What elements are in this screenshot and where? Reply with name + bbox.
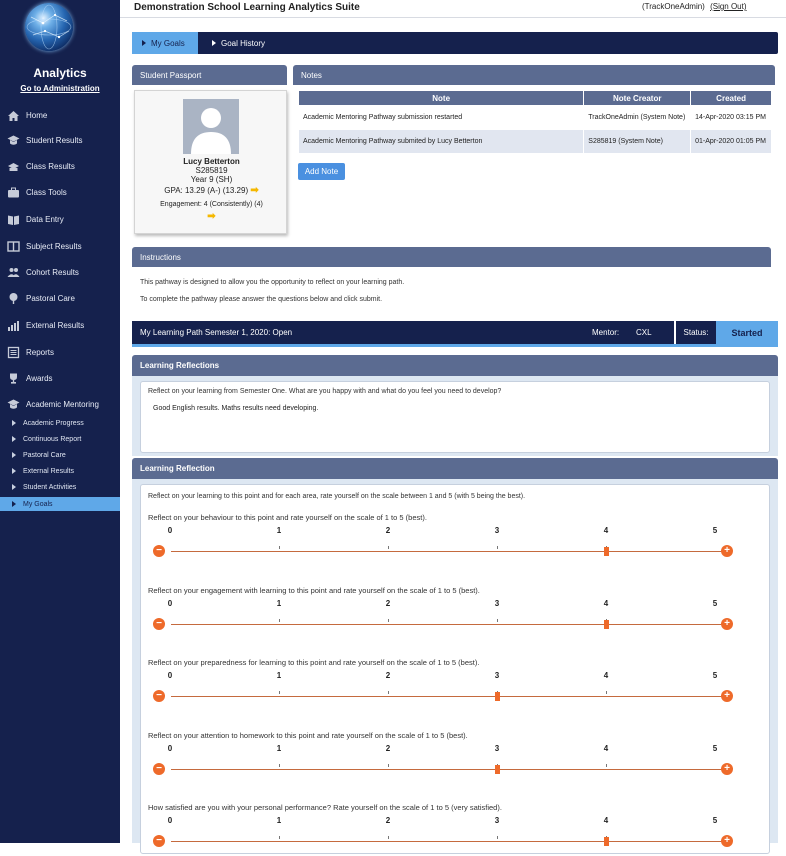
sidebar-item-pastoral-care[interactable]	[0, 287, 120, 309]
scale-label: 2	[385, 816, 391, 825]
learning-reflections-section	[132, 376, 778, 456]
minus-icon[interactable]: −	[153, 618, 165, 630]
scale-labels	[153, 599, 763, 609]
student-year: Year 9 (SH)	[190, 175, 233, 184]
scale-tick	[388, 764, 389, 767]
sidebar-subitem-academic-progress[interactable]	[0, 416, 120, 430]
status-box	[676, 321, 778, 344]
sidebar-item-label: External Results	[26, 320, 85, 330]
caret-right-icon	[12, 468, 16, 474]
scale-label: 4	[603, 816, 609, 825]
home-icon	[7, 109, 20, 122]
class-icon	[7, 160, 20, 173]
engagement-value: Engagement: 4 (Consistently) (4)	[160, 201, 263, 208]
student-name: Lucy Betterton	[183, 157, 240, 166]
column-header-note-creator: Note Creator	[584, 91, 691, 106]
slider-track[interactable]	[171, 841, 727, 842]
sidebar-item-label: Academic Mentoring	[26, 399, 99, 409]
users-icon	[7, 266, 20, 279]
scale-label: 0	[167, 671, 173, 680]
caret-right-icon	[12, 484, 16, 490]
sidebar-item-subject-results[interactable]	[0, 235, 120, 257]
scale-label: 1	[276, 816, 282, 825]
sidebar-item-data-entry[interactable]	[0, 208, 120, 230]
tab-bar	[132, 32, 778, 54]
scale-label: 5	[712, 598, 718, 608]
slider-track[interactable]	[171, 624, 727, 625]
scale-labels	[153, 526, 763, 536]
briefcase-icon	[7, 186, 20, 199]
scale-tick	[497, 546, 498, 549]
globe-logo-icon	[25, 3, 73, 51]
rating-question: Reflect on your engagement with learning to this point and rate yourself on the scale of 1 to 5 (best).	[148, 585, 480, 595]
scale-tick	[388, 836, 389, 839]
sidebar	[0, 0, 120, 843]
sidebar-item-cohort-results[interactable]	[0, 261, 120, 283]
engagement-arrow	[135, 212, 288, 221]
scale-label: 1	[276, 598, 282, 608]
top-bar	[120, 0, 786, 18]
learning-path-bar	[132, 321, 674, 344]
sidebar-item-label: Pastoral Care	[26, 293, 75, 303]
scale-label: 4	[603, 671, 609, 680]
scale-label: 2	[385, 598, 391, 608]
tab-label: Goal History	[221, 38, 266, 48]
tab-goal-history[interactable]	[198, 32, 288, 54]
minus-icon[interactable]: −	[153, 763, 165, 775]
sidebar-item-student-results[interactable]	[0, 129, 120, 151]
current-user: (TrackOneAdmin)	[642, 2, 705, 11]
slider-handle[interactable]	[495, 692, 500, 701]
rating-slider[interactable]	[153, 526, 763, 566]
sidebar-item-class-tools[interactable]	[0, 181, 120, 203]
rating-intro: Reflect on your learning to this point and for each area, rate yourself on the scale between 1 and 5 (with 5 being the best).	[148, 493, 526, 500]
slider-track[interactable]	[171, 696, 727, 697]
instructions-line-1: This pathway is designed to allow you the opportunity to reflect on your learning path.	[140, 279, 405, 286]
caret-right-icon	[12, 436, 16, 442]
scale-label: 1	[276, 743, 282, 753]
scale-label: 1	[276, 671, 282, 680]
sidebar-item-label: Data Entry	[26, 214, 64, 224]
panel-title: Notes	[301, 70, 322, 80]
book-icon	[7, 213, 20, 226]
scale-labels	[153, 671, 763, 681]
sidebar-subitem-external-results[interactable]	[0, 464, 120, 478]
rating-slider[interactable]	[153, 671, 763, 711]
sidebar-item-label: Student Results	[26, 135, 83, 145]
avatar	[183, 99, 239, 154]
scale-tick	[388, 691, 389, 694]
scale-tick	[279, 619, 280, 622]
sidebar-subitem-label: Continuous Report	[23, 435, 82, 443]
scale-label: 4	[603, 526, 609, 535]
scale-tick	[279, 546, 280, 549]
add-note-button[interactable]: Add Note	[298, 163, 345, 180]
scale-label: 4	[603, 598, 609, 608]
user-area	[642, 2, 747, 11]
plus-icon[interactable]: +	[721, 835, 733, 847]
scale-tick	[497, 619, 498, 622]
sidebar-subitem-pastoral-care[interactable]	[0, 448, 120, 462]
minus-icon[interactable]: −	[153, 690, 165, 702]
sidebar-item-label: Cohort Results	[26, 267, 79, 277]
scale-tick	[279, 764, 280, 767]
scale-label: 4	[603, 743, 609, 753]
sidebar-item-reports[interactable]	[0, 341, 120, 363]
scale-label: 3	[494, 743, 500, 753]
scale-tick	[606, 764, 607, 767]
column-header-created: Created	[691, 91, 772, 106]
student-id: S285819	[195, 166, 228, 175]
scale-label: 0	[167, 743, 173, 753]
rating-slider[interactable]	[153, 744, 763, 784]
mortarboard-icon	[7, 398, 20, 411]
rating-question: Reflect on your behaviour to this point and rate yourself on the scale of 1 to 5 (best).	[148, 513, 427, 522]
status-label: Status:	[676, 321, 716, 344]
sign-out-link[interactable]: (Sign Out)	[710, 2, 747, 11]
plus-icon[interactable]: +	[721, 763, 733, 775]
caret-right-icon	[12, 501, 16, 507]
scale-label: 3	[494, 598, 500, 608]
table-row	[299, 130, 772, 154]
sidebar-subitem-label: Academic Progress	[23, 419, 84, 427]
table-row	[299, 106, 772, 130]
panel-title: Student Passport	[140, 70, 202, 80]
caret-right-icon	[142, 40, 146, 46]
sidebar-item-label: Class Results	[26, 161, 75, 171]
sidebar-item-label: Reports	[26, 347, 55, 357]
sidebar-item-label: Awards	[26, 373, 53, 383]
student-passport-header	[132, 65, 287, 85]
scale-label: 2	[385, 671, 391, 680]
rating-question: Reflect on your preparedness for learning to this point and rate yourself on the scale of 1 to 5 (best).	[148, 658, 480, 667]
panel-title: Learning Reflections	[140, 361, 220, 370]
note-creator-cell: TrackOneAdmin (System Note)	[584, 106, 691, 130]
tab-my-goals[interactable]	[132, 32, 198, 54]
reflection-textarea[interactable]	[140, 381, 770, 453]
sidebar-subitem-student-activities[interactable]	[0, 480, 120, 494]
person-silhouette-icon	[183, 99, 239, 154]
created-cell: 01-Apr-2020 01:05 PM	[691, 130, 772, 154]
sidebar-subitem-label: Student Activities	[23, 483, 77, 491]
arrow-right-icon: ➡	[250, 185, 259, 196]
report-icon	[7, 346, 20, 359]
scale-tick	[388, 546, 389, 549]
slider-track[interactable]	[171, 769, 727, 770]
caret-right-icon	[212, 40, 216, 46]
note-cell: Academic Mentoring Pathway submited by Lucy Betterton	[299, 130, 584, 154]
scale-label: 2	[385, 526, 391, 535]
tab-label: My Goals	[151, 38, 185, 48]
scale-label: 1	[276, 526, 282, 535]
sidebar-subitem-continuous-report[interactable]	[0, 432, 120, 446]
scale-label: 0	[167, 526, 173, 535]
panel-title: Instructions	[140, 252, 181, 262]
scale-tick	[279, 836, 280, 839]
slider-handle[interactable]	[604, 547, 609, 556]
caret-right-icon	[12, 420, 16, 426]
plus-icon[interactable]: +	[721, 690, 733, 702]
reflection-question: Reflect on your learning from Semester One. What are you happy with and what do you feel you need to develop?	[148, 388, 502, 395]
bar-chart-icon	[7, 319, 20, 332]
note-cell: Academic Mentoring Pathway submission restarted	[299, 106, 584, 130]
sidebar-subitem-label: My Goals	[23, 500, 53, 508]
slider-handle[interactable]	[604, 620, 609, 629]
scale-labels	[153, 816, 763, 826]
slider-handle[interactable]	[495, 765, 500, 774]
scale-label: 5	[712, 526, 718, 535]
student-passport-card	[134, 90, 287, 234]
scale-label: 3	[494, 816, 500, 825]
sidebar-item-academic-mentoring[interactable]	[0, 393, 120, 415]
scale-label: 5	[712, 743, 718, 753]
learning-reflections-header	[132, 355, 778, 376]
sidebar-item-label: Subject Results	[26, 241, 82, 251]
sidebar-item-home[interactable]	[0, 104, 120, 126]
scale-tick	[497, 836, 498, 839]
scale-label: 0	[167, 598, 173, 608]
sidebar-subitem-label: Pastoral Care	[23, 451, 66, 459]
sidebar-item-awards[interactable]	[0, 367, 120, 389]
scale-label: 3	[494, 526, 500, 535]
learning-path-title: My Learning Path Semester 1, 2020: Open	[140, 328, 293, 337]
panel-title: Learning Reflection	[140, 464, 215, 473]
arrow-right-icon: ➡	[207, 211, 216, 222]
sidebar-subitem-my-goals[interactable]	[0, 497, 120, 511]
go-to-administration-link[interactable]: Go to Administration	[20, 84, 100, 93]
sidebar-item-external-results[interactable]	[0, 314, 120, 336]
trophy-icon	[7, 372, 20, 385]
subject-icon	[7, 240, 20, 253]
scale-label: 2	[385, 743, 391, 753]
instructions-header	[132, 247, 771, 267]
mentor-value: CXL	[636, 328, 652, 337]
mentor-label: Mentor:	[592, 328, 620, 337]
sidebar-item-label: Home	[26, 110, 48, 120]
rating-question: How satisfied are you with your personal performance? Rate yourself on the scale of 1 to 5 (very satisfied).	[148, 803, 502, 812]
scale-label: 5	[712, 671, 718, 680]
scale-tick	[388, 619, 389, 622]
sidebar-subitem-label: External Results	[23, 467, 74, 475]
scale-tick	[606, 691, 607, 694]
app-title: Analytics	[33, 66, 87, 80]
tree-icon	[7, 292, 20, 305]
notes-table	[298, 90, 772, 154]
rating-question: Reflect on your attention to homework to this point and rate yourself on the scale of 1 to 5 (best).	[148, 730, 468, 740]
status-badge: Started	[716, 321, 778, 344]
caret-right-icon	[12, 452, 16, 458]
minus-icon[interactable]: −	[153, 545, 165, 557]
rating-slider[interactable]	[153, 599, 763, 639]
gpa-value: GPA: 13.29 (A-) (13.29)	[164, 186, 249, 195]
sidebar-item-class-results[interactable]	[0, 155, 120, 177]
slider-handle[interactable]	[604, 837, 609, 846]
notes-header	[293, 65, 775, 85]
sidebar-item-label: Class Tools	[26, 187, 67, 197]
scale-tick	[279, 691, 280, 694]
column-header-note: Note	[299, 91, 584, 106]
plus-icon[interactable]: +	[721, 618, 733, 630]
rating-slider[interactable]	[153, 816, 763, 856]
gpa-line	[135, 186, 288, 195]
graduation-cap-icon	[7, 134, 20, 147]
school-title: Demonstration School Learning Analytics Suite	[134, 2, 360, 13]
instructions-line-2: To complete the pathway please answer the questions below and click submit.	[140, 296, 383, 303]
scale-label: 0	[167, 816, 173, 825]
created-cell: 14-Apr-2020 03:15 PM	[691, 106, 772, 130]
scale-label: 3	[494, 671, 500, 680]
learning-reflection-header	[132, 458, 778, 479]
slider-track[interactable]	[171, 551, 727, 552]
note-creator-cell: S285819 (System Note)	[584, 130, 691, 154]
scale-labels	[153, 744, 763, 754]
plus-icon[interactable]: +	[721, 545, 733, 557]
main-content	[120, 0, 786, 846]
scale-label: 5	[712, 816, 718, 825]
minus-icon[interactable]: −	[153, 835, 165, 847]
reflection-answer: Good English results. Maths results need developing.	[153, 405, 319, 412]
learning-path-underline	[132, 344, 778, 347]
